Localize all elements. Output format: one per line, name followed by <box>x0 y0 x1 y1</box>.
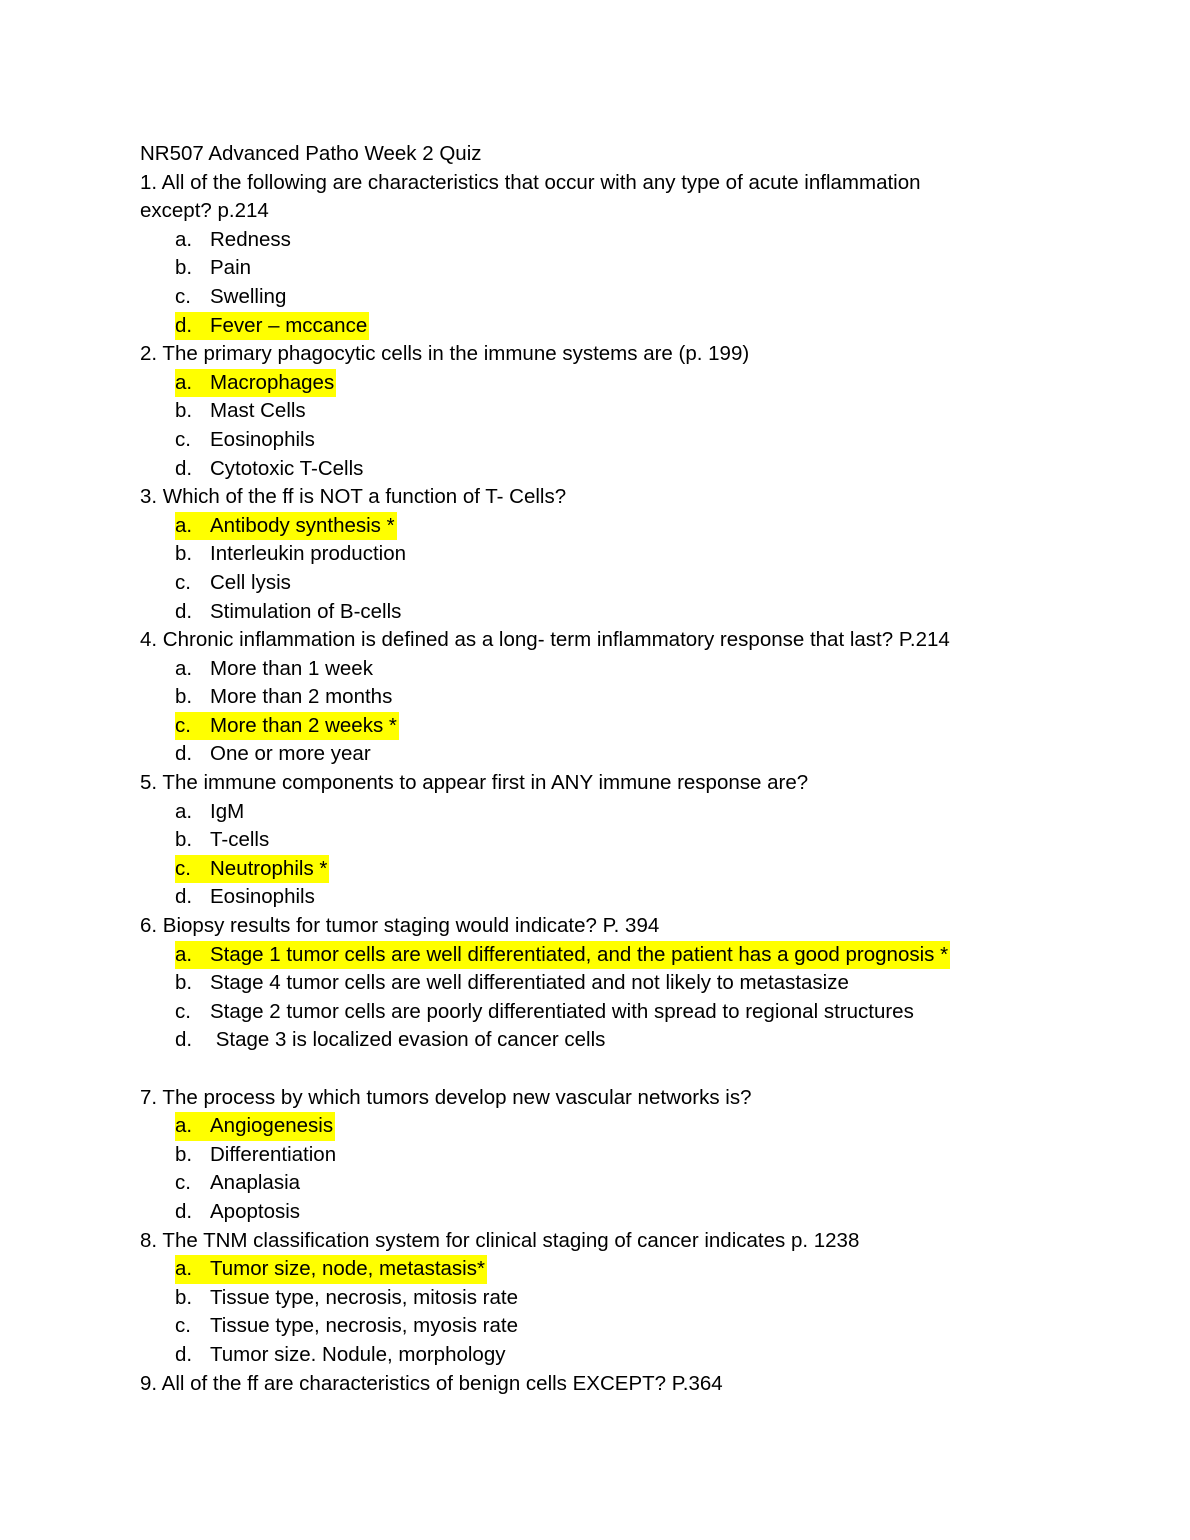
question-text: 6. Biopsy results for tumor staging would indicate? P. 394 <box>140 914 660 938</box>
answer-option <box>140 826 1040 855</box>
option-content <box>175 998 916 1027</box>
option-letter: a. <box>175 1114 193 1138</box>
answer-option-highlighted <box>140 712 1040 741</box>
answer-option <box>140 883 1040 912</box>
option-content <box>175 1312 520 1341</box>
option-content <box>175 941 950 970</box>
question-text: 4. Chronic inflammation is defined as a long- term inflammatory response that last? P.214 <box>140 628 950 652</box>
option-letter: c. <box>175 713 191 737</box>
option-letter: d. <box>175 742 193 766</box>
question-text: 1. All of the following are characteristics that occur with any type of acute inflammation <box>140 170 921 194</box>
option-text: Stage 4 tumor cells are well differentiated and not likely to metastasize <box>210 971 849 995</box>
option-letter: a. <box>175 227 193 251</box>
option-letter: d. <box>175 885 193 909</box>
option-text: Fever – mccance <box>210 313 368 337</box>
option-text: More than 1 week <box>210 656 373 680</box>
option-text: Cell lysis <box>210 570 291 594</box>
question-text: 9. All of the ff are characteristics of benign cells EXCEPT? P.364 <box>140 1371 723 1395</box>
question-block <box>140 626 1040 769</box>
option-letter: b. <box>175 1285 193 1309</box>
answer-option <box>140 226 1040 255</box>
question-list <box>140 169 1040 1399</box>
option-text: Neutrophils * <box>210 856 328 880</box>
option-text: Stage 1 tumor cells are well differentiated, and the patient has a good prognosis * <box>210 942 949 966</box>
option-content <box>175 798 246 827</box>
option-content <box>175 1026 607 1055</box>
answer-option-highlighted <box>140 855 1040 884</box>
option-content <box>175 283 288 312</box>
option-letter: c. <box>175 427 191 451</box>
option-text: Redness <box>210 227 291 251</box>
option-content <box>175 1169 302 1198</box>
option-letter: c. <box>175 999 191 1023</box>
answer-option <box>140 1198 1040 1227</box>
option-content <box>175 397 308 426</box>
option-letter: d. <box>175 456 193 480</box>
answer-option <box>140 426 1040 455</box>
option-text: Eosinophils <box>210 885 315 909</box>
answer-option <box>140 683 1040 712</box>
question-block <box>140 483 1040 626</box>
answer-option <box>140 283 1040 312</box>
option-letter: d. <box>175 1028 193 1052</box>
option-content <box>175 312 369 341</box>
option-content <box>175 540 408 569</box>
answer-option <box>140 998 1040 1027</box>
option-content <box>175 1341 507 1370</box>
answer-option <box>140 798 1040 827</box>
option-text: IgM <box>210 799 245 823</box>
option-text: Antibody synthesis * <box>210 513 395 537</box>
answer-option <box>140 1026 1040 1055</box>
answer-option-highlighted <box>140 312 1040 341</box>
option-text: Interleukin production <box>210 542 407 566</box>
option-text: Tumor size, node, metastasis* <box>210 1257 485 1281</box>
option-content <box>175 1255 487 1284</box>
option-content <box>175 1198 302 1227</box>
option-letter: b. <box>175 971 193 995</box>
option-content <box>175 426 317 455</box>
question-block <box>140 1084 1040 1227</box>
option-letter: c. <box>175 1171 191 1195</box>
option-text: Tissue type, necrosis, mitosis rate <box>210 1285 518 1309</box>
answer-option-highlighted <box>140 512 1040 541</box>
answer-option <box>140 1141 1040 1170</box>
question-block <box>140 340 1040 483</box>
answer-option <box>140 254 1040 283</box>
option-text: Angiogenesis <box>210 1114 334 1138</box>
option-content <box>175 683 394 712</box>
option-content <box>175 569 293 598</box>
option-letter: c. <box>175 570 191 594</box>
answer-option <box>140 455 1040 484</box>
option-content <box>175 883 317 912</box>
option-text: Pain <box>210 256 252 280</box>
option-text: Stage 3 is localized evasion of cancer cells <box>210 1028 606 1052</box>
option-content <box>175 455 365 484</box>
question-text: 2. The primary phagocytic cells in the immune systems are (p. 199) <box>140 342 750 366</box>
question-text: 5. The immune components to appear first in ANY immune response are? <box>140 771 809 795</box>
option-letter: b. <box>175 828 193 852</box>
option-letter: d. <box>175 1199 193 1223</box>
answer-option <box>140 598 1040 627</box>
option-content <box>175 969 851 998</box>
option-letter: b. <box>175 399 193 423</box>
option-text: Tissue type, necrosis, myosis rate <box>210 1314 518 1338</box>
answer-option <box>140 1284 1040 1313</box>
answer-option <box>140 540 1040 569</box>
option-text: Apoptosis <box>210 1199 301 1223</box>
answer-option <box>140 655 1040 684</box>
question-block <box>140 169 1040 341</box>
option-letter: a. <box>175 942 193 966</box>
question-text: 3. Which of the ff is NOT a function of T- Cells? <box>140 485 567 509</box>
option-letter: b. <box>175 256 193 280</box>
option-text: Mast Cells <box>210 399 306 423</box>
option-letter: d. <box>175 599 193 623</box>
option-text: T-cells <box>210 828 270 852</box>
option-letter: d. <box>175 1342 193 1366</box>
option-text: Stage 2 tumor cells are poorly differentiated with spread to regional structures <box>210 999 914 1023</box>
option-letter: a. <box>175 799 193 823</box>
option-content <box>175 1112 335 1141</box>
option-letter: c. <box>175 284 191 308</box>
answer-option <box>140 1312 1040 1341</box>
option-content <box>175 369 336 398</box>
question-text: 8. The TNM classification system for clinical staging of cancer indicates p. 1238 <box>140 1228 860 1252</box>
option-content <box>175 1141 338 1170</box>
option-content <box>175 740 373 769</box>
document-title: NR507 Advanced Patho Week 2 Quiz <box>140 142 482 165</box>
option-text: Anaplasia <box>210 1171 301 1195</box>
question-text: except? p.214 <box>140 199 269 223</box>
option-letter: a. <box>175 656 193 680</box>
option-letter: c. <box>175 856 191 880</box>
question-block <box>140 769 1040 912</box>
option-content <box>175 826 271 855</box>
option-text: Tumor size. Nodule, morphology <box>210 1342 506 1366</box>
answer-option-highlighted <box>140 941 1040 970</box>
option-text: Eosinophils <box>210 427 315 451</box>
answer-option-highlighted <box>140 1112 1040 1141</box>
option-content <box>175 655 375 684</box>
blank-line <box>140 1055 1040 1084</box>
option-letter: b. <box>175 685 193 709</box>
answer-option-highlighted <box>140 1255 1040 1284</box>
answer-option <box>140 1341 1040 1370</box>
answer-option <box>140 569 1040 598</box>
option-content <box>175 598 403 627</box>
option-text: More than 2 weeks * <box>210 713 397 737</box>
option-text: Macrophages <box>210 370 335 394</box>
option-content <box>175 254 253 283</box>
option-letter: b. <box>175 1142 193 1166</box>
option-text: Stimulation of B-cells <box>210 599 402 623</box>
option-text: Differentiation <box>210 1142 337 1166</box>
option-letter: a. <box>175 513 193 537</box>
option-content <box>175 855 329 884</box>
option-letter: b. <box>175 542 193 566</box>
answer-option <box>140 1169 1040 1198</box>
question-block <box>140 1370 1040 1399</box>
document-page <box>140 140 1040 1398</box>
question-text: 7. The process by which tumors develop new vascular networks is? <box>140 1085 752 1109</box>
answer-option <box>140 969 1040 998</box>
option-text: Swelling <box>210 284 287 308</box>
option-content <box>175 512 397 541</box>
question-block <box>140 912 1040 1084</box>
option-content <box>175 712 399 741</box>
option-text: More than 2 months <box>210 685 393 709</box>
answer-option <box>140 397 1040 426</box>
option-letter: a. <box>175 1257 193 1281</box>
option-text: One or more year <box>210 742 371 766</box>
answer-option-highlighted <box>140 369 1040 398</box>
option-letter: a. <box>175 370 193 394</box>
option-letter: c. <box>175 1314 191 1338</box>
option-content <box>175 1284 520 1313</box>
option-content <box>175 226 293 255</box>
answer-option <box>140 740 1040 769</box>
option-text: Cytotoxic T-Cells <box>210 456 364 480</box>
question-block <box>140 1227 1040 1370</box>
option-letter: d. <box>175 313 193 337</box>
